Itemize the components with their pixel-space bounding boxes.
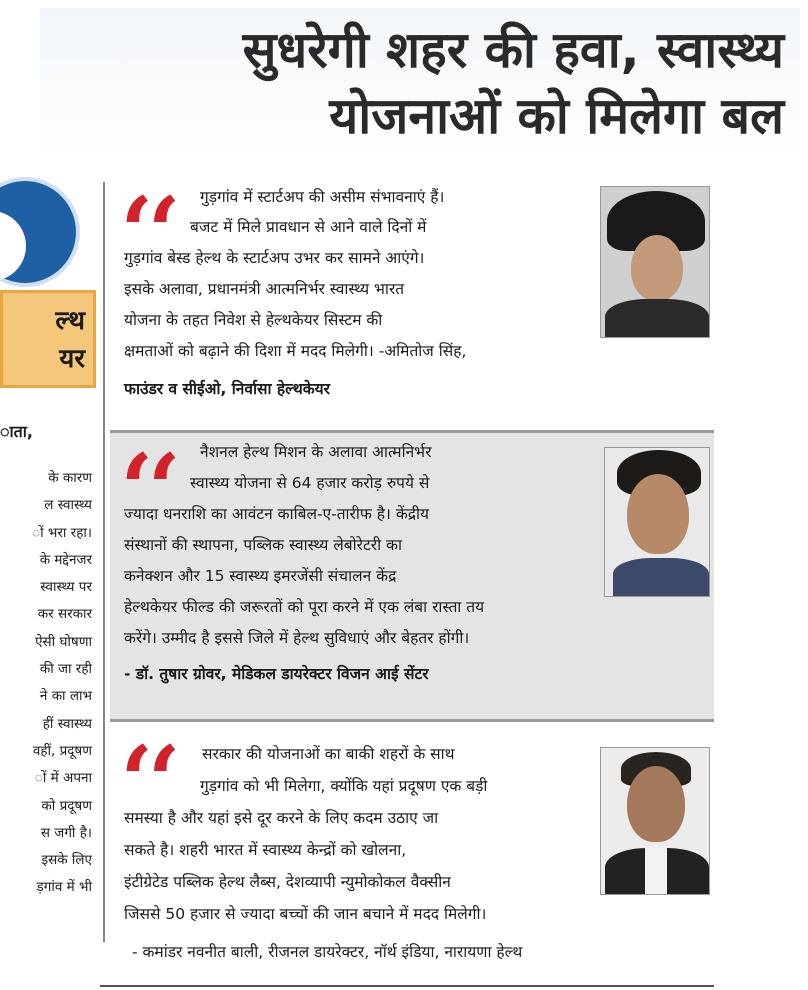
quote-attribution: फाउंडर व सीईओ, निर्वासा हेल्थकेयर <box>124 380 331 398</box>
quote-line: स्वास्थ्य योजना से 64 हजार करोड़ रुपये से <box>190 474 430 492</box>
quote-line: संस्थानों की स्थापना, पब्लिक स्वास्थ्य लेबोरेटरी का <box>124 536 402 554</box>
sidebar-line: स्वास्थ्य पर <box>40 579 92 596</box>
photo-tushar-grover <box>604 447 710 597</box>
sidebar-line: ने का लाभ <box>39 688 92 705</box>
quote-line: समस्या है और यहां इसे दूर करने के लिए कदम उठाए जा <box>124 809 439 827</box>
quote-mark-icon: ‘‘ <box>120 176 175 289</box>
sidebar-line: वहीं, प्रदूषण <box>32 742 92 759</box>
quote-panel-3 <box>110 725 714 983</box>
plus-icon: ✚ <box>28 257 45 281</box>
quote-line: गुड़गांव में स्टार्टअप की असीम संभावनाएं हैं। <box>200 188 445 206</box>
quote-line: बजट में मिले प्रावधान से आने वाले दिनों में <box>190 218 427 236</box>
sidebar-line: स जगी है। <box>40 824 92 841</box>
quote-line: सकते है। शहरी भारत में स्वास्थ्य केन्द्रों को खोलना, <box>124 841 407 859</box>
quote-line: गुड़गांव बेस्ड हेल्थ के स्टार्टअप उभर कर सामने आएंगे। <box>124 249 425 267</box>
face-shape <box>627 766 685 842</box>
quote-line: हेल्थकेयर फील्ड की जरूरतों को पूरा करने में एक लंबा रास्ता तय <box>124 598 485 616</box>
section-tag-line-1: ल्थ <box>55 306 85 336</box>
quote-line: गुड़गांव को भी मिलेगा, क्योंकि यहां प्रदूषण एक बड़ी <box>200 777 488 795</box>
quote-attribution: - कमांडर नवनीत बाली, रीजनल डायरेक्टर, नॉर्थ इंडिया, नारायणा हेल्थ <box>132 943 523 961</box>
headline-block <box>40 8 800 158</box>
quote-mark-icon: ‘‘ <box>120 725 175 838</box>
face-shape <box>631 235 683 301</box>
quote-line: इसके अलावा, प्रधानमंत्री आत्मनिर्भर स्वास्थ्य भारत <box>124 280 405 298</box>
sidebar-line: हीं स्वास्थ्य <box>42 715 92 732</box>
sidebar-line: ों भरा रहा। <box>32 524 92 541</box>
torso-shape <box>605 299 709 338</box>
sidebar-line: की जा रही <box>39 661 92 678</box>
sidebar-text <box>0 465 96 902</box>
headline-line-2: योजनाओं को मिलेगा बल <box>329 87 784 145</box>
quote-line: सरकार की योजनाओं का बाकी शहरों के साथ <box>202 745 455 763</box>
quote-panel-1 <box>110 176 714 428</box>
quote-line: ज्यादा धनराशि का आवंटन काबिल-ए-तारीफ है। केंद्रीय <box>124 505 429 523</box>
sidebar-line: ों में अपना <box>34 770 92 787</box>
headline-line-1: सुधरेगी शहर की हवा, स्वास्थ्य <box>242 21 784 79</box>
sidebar-line: के कारण <box>48 470 92 486</box>
section-tag <box>0 290 96 388</box>
sidebar-line: को प्रदूषण <box>41 797 92 814</box>
sidebar-line: ल स्वास्थ्य <box>44 497 92 514</box>
sidebar-line: इसके लिए <box>41 852 92 869</box>
torso-shape <box>613 558 709 597</box>
photo-amitoj-singh <box>600 186 710 338</box>
quote-line: नैशनल हेल्थ मिशन के अलावा आत्मनिर्भर <box>200 443 432 461</box>
sidebar-heading: ाता, <box>0 422 33 441</box>
photo-navneet-bali <box>600 747 710 895</box>
sidebar-line: कर सरकार <box>37 606 92 623</box>
column-divider <box>103 182 105 942</box>
quote-panel-2 <box>110 430 714 722</box>
quote-line: क्षमताओं को बढ़ाने की दिशा में मदद मिलेगी। -अमितोज सिंह, <box>124 342 467 360</box>
quote-mark-icon: ‘‘ <box>120 433 175 546</box>
quote-attribution: - डॉ. तुषार ग्रोवर, मेडिकल डायरेक्टर विजन आई सेंटर <box>124 665 429 683</box>
section-tag-line-2: यर <box>59 344 85 374</box>
sidebar-line: के मद्देनजर <box>39 551 92 568</box>
bottom-divider <box>100 985 714 987</box>
quote-line: जिससे 50 हजार से ज्यादा बच्चों की जान बचाने में मदद मिलेगी। <box>124 905 487 923</box>
quote-line: योजना के तहत निवेश से हेल्थकेयर सिस्टम की <box>124 311 383 329</box>
sidebar-column <box>0 165 100 990</box>
sidebar-line: ड़गांव में भी <box>36 879 92 896</box>
quote-line: इंटीग्रेटेड पब्लिक हेल्थ लैब्स, देशव्यापी न्युमोकोकल वैक्सीन <box>124 873 451 891</box>
quote-line: कनेक्शन और 15 स्वास्थ्य इमरजेंसी संचालन केंद्र <box>124 567 397 585</box>
sidebar-line: ऐसी घोषणा <box>35 633 92 650</box>
doctor-figure-icon <box>0 211 26 281</box>
face-shape <box>627 474 689 554</box>
quote-line: करेंगे। उम्मीद है इससे जिले में हेल्थ सुविधाएं और बेहतर होंगी। <box>124 629 470 647</box>
shirt-shape <box>645 848 667 895</box>
